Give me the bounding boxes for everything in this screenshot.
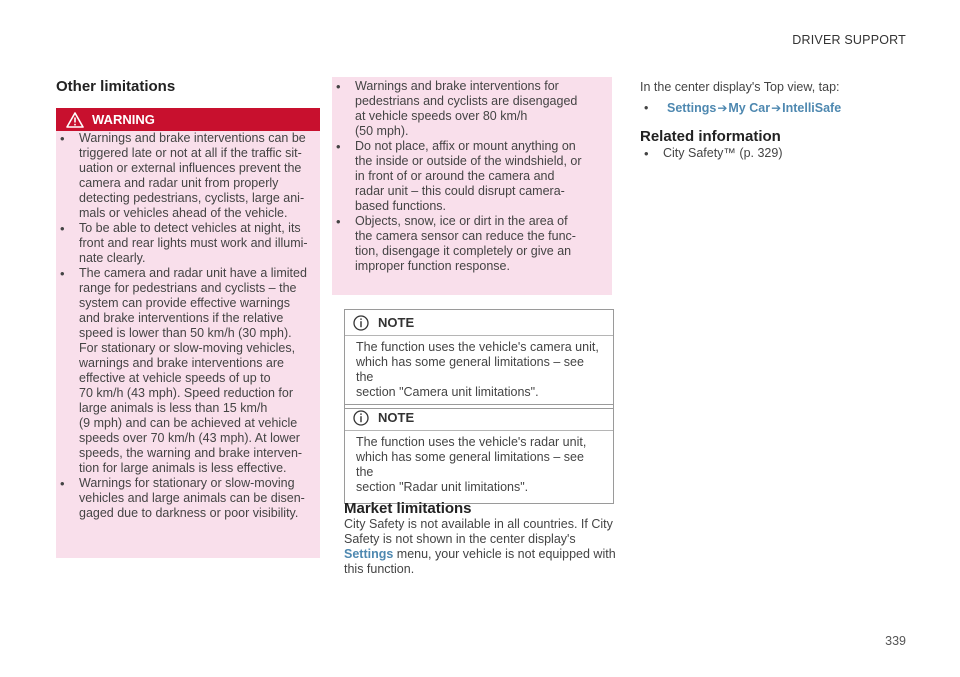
- bullet-dot: •: [336, 139, 341, 154]
- warning-bullet-item: [56, 221, 320, 266]
- note-line: section "Camera unit limitations".: [356, 385, 539, 399]
- top-view-intro: In the center display's Top view, tap:: [640, 80, 840, 94]
- bullet-dot: •: [60, 266, 65, 281]
- warning-bullet-item: [56, 131, 320, 221]
- warning-list: [56, 131, 320, 521]
- bullet-line: radar unit – this could disrupt camera-: [355, 184, 565, 198]
- section-header: DRIVER SUPPORT: [792, 33, 906, 47]
- bullet-line: 70 km/h (43 mph). Speed reduction for: [79, 386, 294, 400]
- bullet-line: Warnings and brake interventions can be: [79, 131, 306, 145]
- path-bullet: •: [644, 101, 649, 115]
- note-line: The function uses the vehicle's radar unit,: [356, 435, 587, 449]
- bullet-line: the camera sensor can reduce the func-: [355, 229, 576, 243]
- bullet-line: at vehicle speeds over 80 km/h: [355, 109, 528, 123]
- bullet-line: vehicles and large animals can be disen-: [79, 491, 305, 505]
- bullet-line: the inside or outside of the windshield, or: [355, 154, 582, 168]
- bullet-line: triggered late or not at all if the traffic sit-: [79, 146, 302, 160]
- info-icon: [353, 410, 369, 426]
- bullet-line: front and rear lights must work and illumi-: [79, 236, 308, 250]
- warning-header: [56, 108, 320, 131]
- bullet-line: mals or vehicles ahead of the vehicle.: [79, 206, 288, 220]
- note-box-radar: [344, 404, 614, 504]
- path-my-car[interactable]: My Car: [728, 101, 771, 115]
- warning-list-continued: [332, 79, 612, 274]
- bullet-line: warnings and brake interventions are: [79, 356, 284, 370]
- bullet-line: nate clearly.: [79, 251, 146, 265]
- warning-bullet-item: [332, 214, 612, 274]
- bullet-line: speeds, the warning and brake interven-: [79, 446, 303, 460]
- bullet-line: based functions.: [355, 199, 447, 213]
- bullet-line: (9 mph) and can be achieved at vehicle: [79, 416, 298, 430]
- bullet-line: system can provide effective warnings: [79, 296, 290, 310]
- warning-triangle-icon: [66, 112, 84, 128]
- note-line: which has some general limitations – see the: [356, 450, 584, 479]
- related-link-text[interactable]: City Safety™ (p. 329): [663, 146, 783, 160]
- bullet-dot: •: [644, 146, 649, 161]
- note-label: NOTE: [378, 410, 415, 425]
- arrow-right-icon: ➔: [771, 101, 782, 115]
- bullet-line: uation or external influences prevent the: [79, 161, 302, 175]
- market-line: Safety is not shown in the center display's: [344, 532, 576, 546]
- bullet-line: in front of or around the camera and: [355, 169, 555, 183]
- bullet-line: pedestrians and cyclists are disengaged: [355, 94, 578, 108]
- bullet-line: large animals is less than 15 km/h: [79, 401, 268, 415]
- market-line: City Safety is not available in all countries. If City: [344, 517, 613, 531]
- settings-menu-term: Settings: [344, 547, 394, 561]
- bullet-line: range for pedestrians and cyclists – the: [79, 281, 297, 295]
- bullet-line: For stationary or slow-moving vehicles,: [79, 341, 296, 355]
- warning-bullet-item: [332, 139, 612, 214]
- path-intellisafe[interactable]: IntelliSafe: [782, 101, 842, 115]
- warning-label: WARNING: [92, 112, 155, 127]
- warning-bullet-item: [56, 266, 320, 476]
- bullet-line: tion, disengage it completely or give an: [355, 244, 572, 258]
- arrow-right-icon: ➔: [717, 101, 728, 115]
- settings-path: [640, 101, 841, 115]
- bullet-line: (50 mph).: [355, 124, 409, 138]
- bullet-dot: •: [60, 476, 65, 491]
- related-link-city-safety[interactable]: [640, 146, 783, 161]
- bullet-line: Objects, snow, ice or dirt in the area of: [355, 214, 568, 228]
- note-line: section "Radar unit limitations".: [356, 480, 529, 494]
- market-line: this function.: [344, 562, 415, 576]
- note-label: NOTE: [378, 315, 415, 330]
- path-settings[interactable]: Settings: [667, 101, 717, 115]
- bullet-line: The camera and radar unit have a limited: [79, 266, 307, 280]
- market-line: [344, 547, 619, 562]
- note-line: which has some general limitations – see the: [356, 355, 584, 384]
- bullet-dot: •: [336, 214, 341, 229]
- bullet-line: camera and radar unit from properly: [79, 176, 279, 190]
- bullet-line: tion for large animals is less effective.: [79, 461, 287, 475]
- market-line-rest: menu, your vehicle is not equipped with: [393, 547, 616, 561]
- note-body: [345, 431, 613, 503]
- market-limitations-heading: Market limitations: [344, 500, 472, 517]
- warning-bullet-item: [56, 476, 320, 521]
- bullet-line: improper function response.: [355, 259, 510, 273]
- bullet-line: detecting pedestrians, cyclists, large ani-: [79, 191, 305, 205]
- bullet-line: gaged due to darkness or poor visibility.: [79, 506, 299, 520]
- market-limitations-text: [344, 517, 619, 577]
- note-header: [345, 310, 613, 336]
- bullet-line: speed is lower than 50 km/h (30 mph).: [79, 326, 292, 340]
- bullet-dot: •: [60, 131, 65, 146]
- bullet-line: effective at vehicle speeds of up to: [79, 371, 271, 385]
- other-limitations-heading: Other limitations: [56, 78, 176, 95]
- note-line: The function uses the vehicle's camera unit,: [356, 340, 599, 354]
- related-information-heading: Related information: [640, 128, 781, 145]
- bullet-line: Warnings and brake interventions for: [355, 79, 559, 93]
- bullet-line: and brake interventions if the relative: [79, 311, 284, 325]
- page-number: 339: [885, 634, 906, 648]
- warning-box-continued: [332, 77, 612, 295]
- bullet-line: To be able to detect vehicles at night, its: [79, 221, 301, 235]
- note-body: [345, 336, 613, 408]
- bullet-line: Warnings for stationary or slow-moving: [79, 476, 295, 490]
- note-box-camera: [344, 309, 614, 409]
- bullet-line: speeds over 70 km/h (43 mph). At lower: [79, 431, 300, 445]
- bullet-line: Do not place, affix or mount anything on: [355, 139, 576, 153]
- warning-box: [56, 108, 320, 558]
- info-icon: [353, 315, 369, 331]
- warning-bullet-item: [332, 79, 612, 139]
- note-header: [345, 405, 613, 431]
- bullet-dot: •: [60, 221, 65, 236]
- related-list: [640, 146, 783, 161]
- bullet-dot: •: [336, 79, 341, 94]
